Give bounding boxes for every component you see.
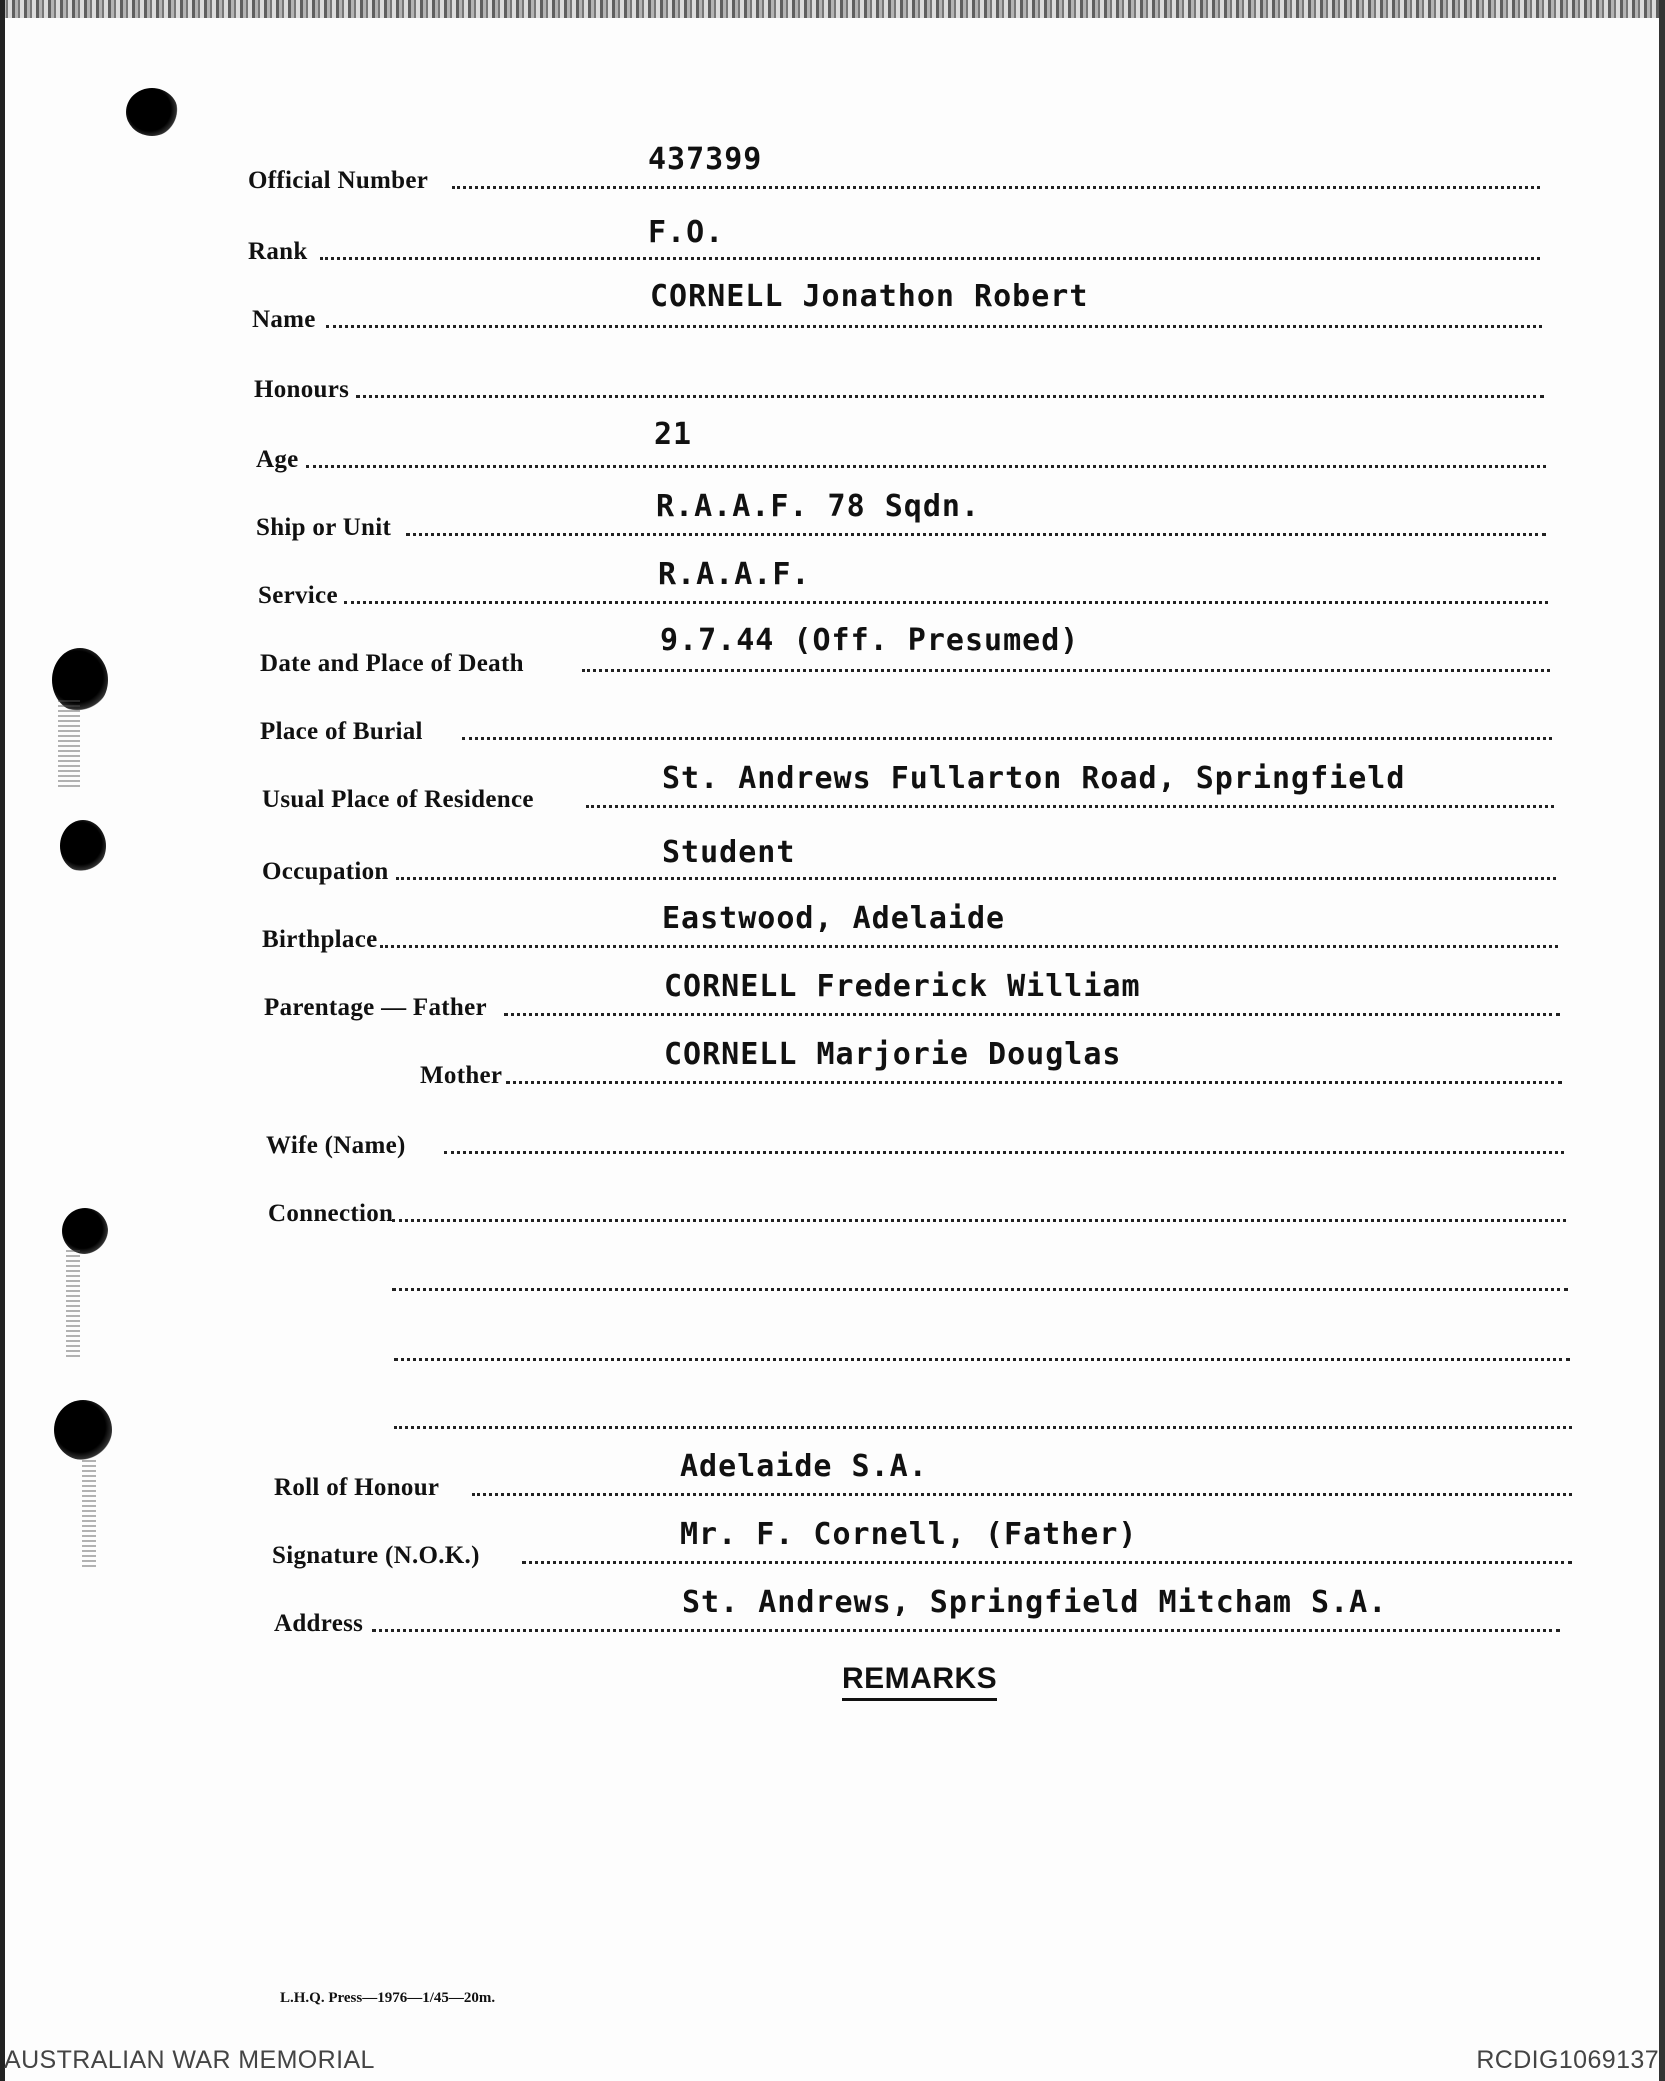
blank-dotted-line xyxy=(392,1288,1568,1291)
field-value: 9.7.44 (Off. Presumed) xyxy=(660,623,1080,658)
field-value: Student xyxy=(662,835,796,870)
dotted-rule xyxy=(452,186,1540,189)
archive-credit: AUSTRALIAN WAR MEMORIAL xyxy=(4,2046,375,2074)
field-value: St. Andrews Fullarton Road, Springfield xyxy=(662,761,1406,796)
field-label: Mother xyxy=(420,1062,503,1089)
field-usual-residence xyxy=(0,762,1665,822)
remarks-heading: REMARKS xyxy=(842,1662,997,1701)
field-label: Rank xyxy=(248,238,308,265)
dotted-rule xyxy=(504,1013,1560,1016)
scan-smear xyxy=(66,1250,80,1360)
field-signature xyxy=(0,1518,1665,1578)
field-honours xyxy=(0,352,1665,412)
dotted-rule xyxy=(586,805,1554,808)
field-label: Date and Place of Death xyxy=(260,650,524,677)
dotted-rule xyxy=(396,877,1556,880)
dotted-rule xyxy=(356,395,1544,398)
field-value: CORNELL Marjorie Douglas xyxy=(664,1037,1122,1072)
field-ship-or-unit xyxy=(0,490,1665,550)
dotted-rule xyxy=(462,737,1552,740)
dotted-rule xyxy=(582,669,1550,672)
field-occupation xyxy=(0,834,1665,894)
field-label: Occupation xyxy=(262,858,389,885)
field-label: Birthplace xyxy=(262,926,378,953)
field-rank xyxy=(0,214,1665,274)
field-label: Connection xyxy=(268,1200,394,1227)
field-value: F.O. xyxy=(648,215,725,250)
field-label: Age xyxy=(256,446,299,473)
dotted-rule xyxy=(306,465,1546,468)
punch-hole-mark xyxy=(126,88,178,136)
field-label: Address xyxy=(274,1610,364,1637)
field-connection xyxy=(0,1176,1665,1236)
field-value: R.A.A.F. 78 Sqdn. xyxy=(656,489,981,524)
dotted-rule xyxy=(444,1151,1564,1154)
field-value: Adelaide S.A. xyxy=(680,1449,928,1484)
field-value: CORNELL Jonathon Robert xyxy=(650,279,1089,314)
field-birthplace xyxy=(0,902,1665,962)
field-mother xyxy=(0,1038,1665,1098)
dotted-rule xyxy=(406,533,1546,536)
field-value: Eastwood, Adelaide xyxy=(662,901,1006,936)
field-label: Roll of Honour xyxy=(274,1474,440,1501)
field-label: Ship or Unit xyxy=(256,514,392,541)
field-label: Honours xyxy=(254,376,350,403)
printer-note: L.H.Q. Press—1976—1/45—20m. xyxy=(280,1990,496,2006)
field-value: St. Andrews, Springfield Mitcham S.A. xyxy=(682,1585,1388,1620)
field-age xyxy=(0,417,1665,482)
field-label: Signature (N.O.K.) xyxy=(272,1542,480,1569)
archive-reference: RCDIG1069137 xyxy=(1476,2046,1659,2074)
field-value: Mr. F. Cornell, (Father) xyxy=(680,1517,1138,1552)
field-official-number xyxy=(0,143,1665,203)
field-value: R.A.A.F. xyxy=(658,557,811,592)
field-label: Name xyxy=(252,306,316,333)
dotted-rule xyxy=(372,1629,1560,1632)
blank-dotted-line xyxy=(394,1426,1572,1429)
dotted-rule xyxy=(320,257,1540,260)
field-name xyxy=(0,279,1665,342)
field-label: Usual Place of Residence xyxy=(262,786,534,813)
field-value: 437399 xyxy=(648,142,763,177)
scan-top-band xyxy=(0,0,1665,18)
dotted-rule xyxy=(380,945,1558,948)
field-place-of-burial xyxy=(0,694,1665,754)
field-father xyxy=(0,970,1665,1030)
field-label: Wife (Name) xyxy=(266,1132,406,1159)
field-value: 21 xyxy=(654,417,693,452)
dotted-rule xyxy=(472,1493,1572,1496)
blank-dotted-line xyxy=(394,1358,1570,1361)
dotted-rule xyxy=(392,1219,1566,1222)
field-label: Official Number xyxy=(248,167,429,194)
dotted-rule xyxy=(506,1081,1562,1084)
field-address xyxy=(0,1586,1665,1646)
dotted-rule xyxy=(522,1561,1572,1564)
field-date-place-of-death xyxy=(0,623,1665,686)
dotted-rule xyxy=(326,325,1542,328)
field-label: Parentage — Father xyxy=(264,994,487,1021)
field-label: Service xyxy=(258,582,338,609)
dotted-rule xyxy=(344,601,1548,604)
field-value: CORNELL Frederick William xyxy=(664,969,1141,1004)
field-roll-of-honour xyxy=(0,1450,1665,1510)
field-service xyxy=(0,558,1665,618)
field-label: Place of Burial xyxy=(260,718,423,745)
field-wife xyxy=(0,1108,1665,1168)
